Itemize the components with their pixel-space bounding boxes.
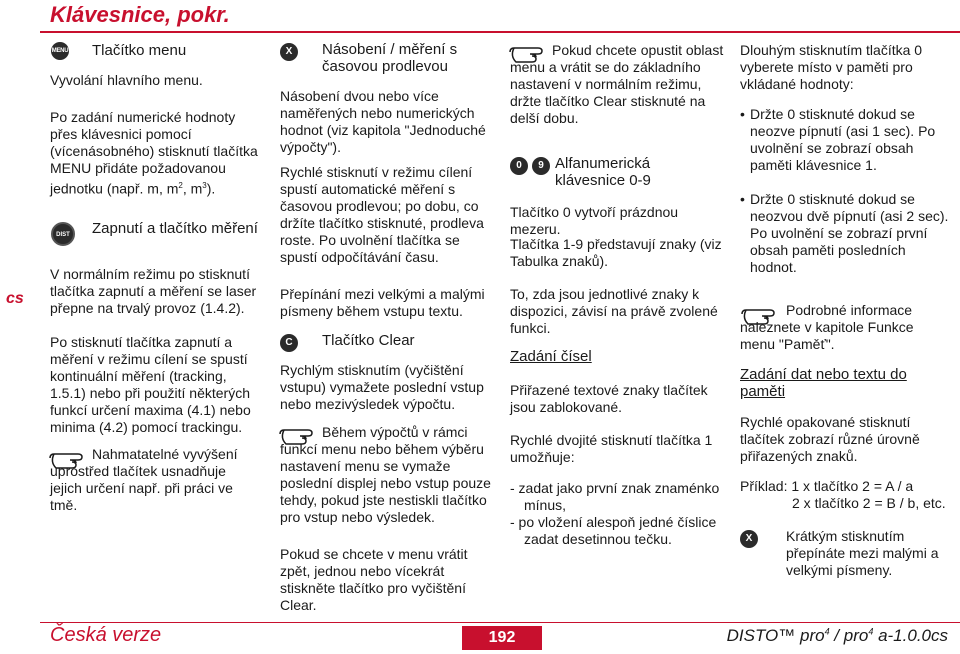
on-description: V normálním režimu po stisknutí tlačítka zapnutí a měření se laser přepne na trvalý provoz (1.4.2). (50, 266, 257, 316)
digits-heading: Zadání čísel (510, 348, 592, 365)
text-memory-description: Rychlé opakované stisknutí tlačítek zobrazí různé úrovně přiřazených znaků. (740, 414, 920, 464)
language-label: cs (6, 290, 24, 307)
tip-clear-menu: Během výpočtů v rámci funkcí menu nebo během výběru nastavení menu se vymaže poslední displej nebo vstup pouze tehdy, pokud jste nestiskli tlačítko pro vstup nebo výsledek. (280, 424, 491, 525)
text-memory-heading: Zadání dat nebo textu do paměti (740, 366, 907, 400)
page-number: 192 (462, 626, 542, 650)
clear-description: Rychlým stisknutím (vyčištění vstupu) vymažete poslední vstup nebo mezivýsledek výpočtu. (280, 362, 484, 412)
menu-key-icon: MENU (51, 42, 69, 60)
multiply-description-2: Rychlé stisknutí v režimu cílení spustí automatické měření s časovou prodlevou; po dobu, co držíte tlačítko stisknuté, prodleva roste. Po uvolnění tlačítka se spustí odpočítávání času. (280, 164, 484, 265)
multiply-heading: Násobení / měření s časovou prodlevou (322, 41, 458, 75)
alnum-heading: Alfanumerická klávesnice 0-9 (555, 155, 651, 189)
alnum-description: Tlačítko 0 vytvoří prázdnou mezeru. (510, 204, 679, 237)
footer-rule (40, 622, 960, 623)
clear-key-icon: C (280, 334, 298, 352)
clear-description-2: Pokud se chcete v menu vrátit zpět, jednou nebo vícekrát stiskněte tlačítko pro vyčištění Clear. (280, 546, 468, 613)
dash-item: - po vložení alespoň jedné číslice zadat desetinnou tečku. (510, 514, 717, 547)
digits-description-2: Rychlé dvojité stisknutí tlačítka 1 umožňuje: (510, 432, 713, 465)
multiply-key-icon: X (740, 530, 758, 548)
menu-intro: Vyvolání hlavního menu. (50, 72, 203, 88)
example-line-1: Příklad: 1 x tlačítko 2 = A / a (740, 478, 914, 494)
on-heading: Zapnutí a tlačítko měření (92, 220, 258, 237)
bullet-item: • Držte 0 stisknuté dokud se neozvou dvě pípnutí (asi 2 sec). Po uvolnění se zobrazí první obsah paměti posledních hodnot. (740, 191, 952, 276)
alnum-description-3: To, zda jsou jednotlivé znaky k dispozici, závisí na právě zvolené funkci. (510, 286, 718, 336)
dash-item: - zadat jako první znak znaménko mínus, (510, 480, 720, 513)
power-measure-key-icon: DIST (51, 222, 75, 246)
multiply-description-3: Přepínání mezi velkými a malými písmeny během vstupu textu. (280, 286, 485, 319)
memory-description: Dlouhým stisknutím tlačítka 0 vyberete místo v paměti pro vkládané hodnoty: (740, 42, 923, 92)
example-line-2: 2 x tlačítko 2 = B / b, etc. (792, 495, 946, 511)
case-toggle-description: Krátkým stisknutím přepínáte mezi malými a velkými písmeny. (786, 528, 939, 578)
bullet-item: • Držte 0 stisknuté dokud se neozve pípnutí (asi 1 sec). Po uvolnění se zobrazí obsah paměti klávesnice 1. (740, 106, 952, 174)
footer-product: DISTO™ pro$^4$ / pro$^4$ a-1.0.0cs (726, 626, 948, 645)
tip-tactile: Nahmatatelné vyvýšení uprostřed tlačítek usnadňuje jejich určení např. při práci ve tmě. (50, 446, 238, 513)
tip-exit-menu: Pokud chcete opustit oblast menu a vrátit se do základního nastavení v normálním režimu, držte tlačítko Clear stisknuté na delší dobu. (510, 42, 724, 126)
tip-memory: Podrobné informace naleznete v kapitole Funkce menu "Paměť". (740, 302, 914, 352)
key-0-icon: 0 (510, 157, 528, 175)
key-9-icon: 9 (532, 157, 550, 175)
alnum-description-2: Tlačítka 1-9 představují znaky (viz Tabulka znaků). (510, 236, 722, 269)
dash-list (510, 480, 725, 548)
memory-bullets (740, 106, 952, 276)
menu-heading: Tlačítko menu (92, 42, 187, 59)
footer-language: Česká verze (50, 624, 162, 646)
page-title: Klávesnice, pokr. (50, 2, 230, 27)
multiply-key-icon: X (280, 43, 298, 61)
header-rule (40, 31, 960, 33)
clear-heading: Tlačítko Clear (322, 332, 415, 349)
multiply-description: Násobení dvou nebo více naměřených nebo numerických hodnot (viz kapitola "Jednoduché výpočty"). (280, 88, 486, 155)
digits-description: Přiřazené textové znaky tlačítek jsou zablokované. (510, 382, 708, 415)
menu-description: Po zadání numerické hodnoty přes klávesnici pomocí (vícenásobného) stisknutí tlačítka MENU přidáte požadovanou jednotku (např. m, $m^2$, $m^3$). (50, 109, 258, 197)
on-description-2: Po stisknutí tlačítka zapnutí a měření v režimu cílení se spustí kontinuální měření (tracking, 1.5.1) nebo při použití některých funkcí určení maxima (4.1) nebo minima (4.2) pomocí trackingu. (50, 334, 251, 435)
